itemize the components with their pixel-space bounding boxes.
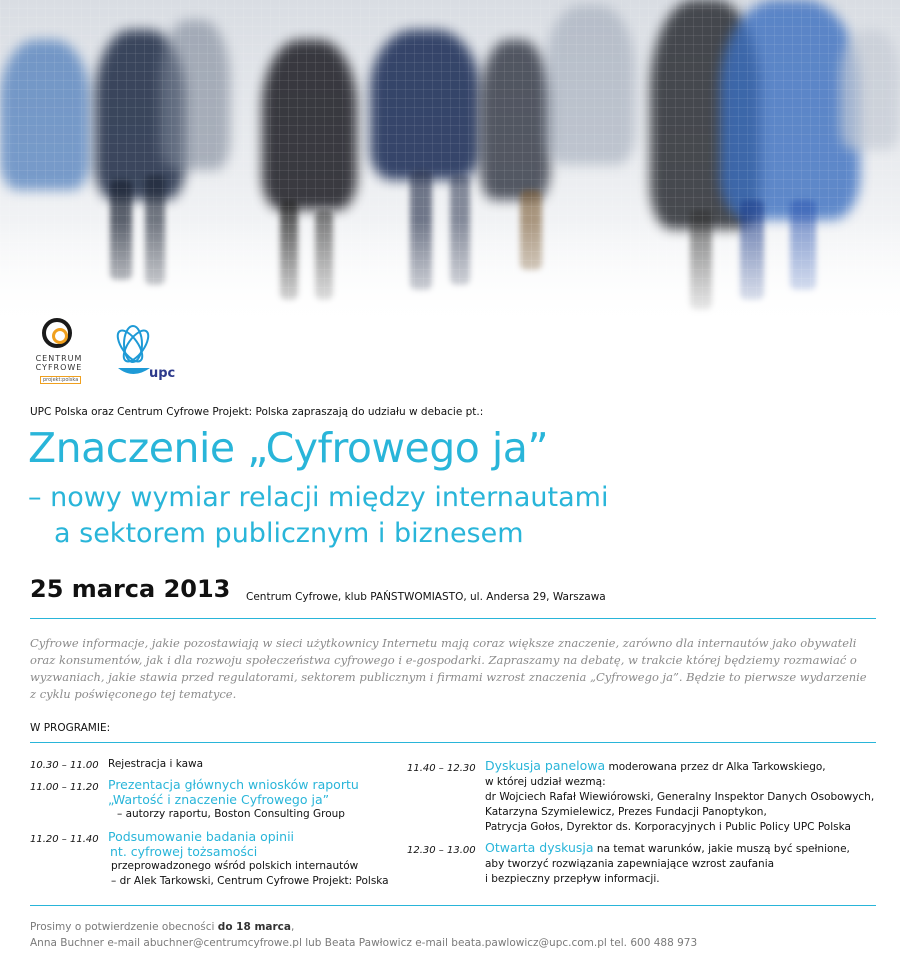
- program-item-detail: – dr Alek Tarkowski, Centrum Cyfrowe Projekt: Polska: [111, 875, 389, 887]
- program-item-detail: moderowana przez dr Alka Tarkowskiego,: [605, 761, 826, 773]
- divider: [30, 905, 876, 906]
- program-item-title: Rejestracja i kawa: [108, 758, 204, 770]
- program-heading: W PROGRAMIE:: [30, 722, 111, 734]
- program-item: [108, 777, 359, 822]
- program-item-detail: Katarzyna Szymielewicz, Prezes Fundacji Panoptykon,: [485, 806, 767, 818]
- invitation-intro: UPC Polska oraz Centrum Cyfrowe Projekt: Polska zapraszają do udziału w debacie pt.:: [30, 406, 484, 418]
- program-time: 12.30 – 13.00: [407, 845, 476, 856]
- program-item: [485, 758, 874, 835]
- page-title-line-1: Znaczenie „Cyfrowego ja”: [28, 424, 549, 472]
- page-title-line-2: – nowy wymiar relacji między internautami: [28, 482, 609, 513]
- program-item-detail: na temat warunków, jakie muszą być spełnione,: [593, 843, 850, 855]
- program-time: 10.30 – 11.00: [30, 760, 99, 771]
- program-item-detail: – autorzy raportu, Boston Consulting Group: [117, 808, 345, 820]
- program-time: 11.20 – 11.40: [30, 834, 99, 845]
- program-item-title: „Wartość i znaczenie Cyfrowego ja”: [108, 792, 330, 807]
- program-item-title: Prezentacja głównych wniosków raportu: [108, 777, 359, 792]
- program-item-detail: Patrycja Gołos, Dyrektor ds. Korporacyjnych i Public Policy UPC Polska: [485, 821, 851, 833]
- program-item: [108, 829, 389, 889]
- centrum-cyfrowe-logo: [30, 318, 90, 388]
- program-item-title: Otwarta dyskusja: [485, 840, 594, 855]
- program-item-title: Dyskusja panelowa: [485, 758, 606, 773]
- rsvp-text: ,: [290, 921, 295, 933]
- rsvp-text: Prosimy o potwierdzenie obecności: [30, 921, 218, 933]
- centrum-logo-text-1: CENTRUM: [35, 354, 83, 363]
- program-item-title: Podsumowanie badania opinii: [108, 829, 295, 844]
- centrum-cyfrowe-mark-icon: [42, 318, 72, 348]
- page-title-line-3: a sektorem publicznym i biznesem: [54, 518, 524, 549]
- program-item: [485, 840, 850, 887]
- event-date: 25 marca 2013: [30, 575, 231, 603]
- divider: [30, 742, 876, 743]
- rsvp-deadline: do 18 marca: [217, 921, 291, 933]
- event-venue: Centrum Cyfrowe, klub PAŃSTWOMIASTO, ul. Andersa 29, Warszawa: [246, 591, 606, 603]
- program-item-detail: i bezpieczny przepływ informacji.: [485, 873, 660, 885]
- program-item-detail: przeprowadzonego wśród polskich internautów: [111, 860, 359, 872]
- program-time: 11.00 – 11.20: [30, 782, 99, 793]
- event-description: Cyfrowe informacje, jakie pozostawiają w sieci użytkownicy Internetu mają coraz większe znaczenie, zarówno dla internautów jako obywateli oraz konsumentów, jak i dla rozwoju społeczeństwa cyfrowego i e-gospodarki. Zapraszamy na debatę, w trakcie której będziemy rozmawiać o wyzwaniach, jakie stawia przed regulatorami, sektorem publicznym i firmami wzrost znaczenia „Cyfrowego ja”. Będzie to pierwsze wydarzenie z cyklu poświęconego tej tematyce.: [30, 636, 867, 701]
- rsvp-footer: [30, 919, 697, 951]
- hero-photo: [0, 0, 900, 330]
- rsvp-contacts: Anna Buchner e-mail abuchner@centrumcyfrowe.pl lub Beata Pawłowicz e-mail beata.pawlowicz@upc.com.pl tel. 600 488 973: [30, 937, 698, 949]
- program-item-title: nt. cyfrowej tożsamości: [110, 844, 258, 859]
- divider: [30, 618, 876, 619]
- program-item-detail: w której udział wezmą:: [485, 776, 606, 788]
- upc-logo-text: upc: [149, 366, 176, 381]
- program-time: 11.40 – 12.30: [407, 763, 476, 774]
- program-item-detail: dr Wojciech Rafał Wiewiórowski, Generalny Inspektor Danych Osobowych,: [485, 791, 875, 803]
- centrum-logo-tag: projekt:polska: [40, 376, 81, 384]
- centrum-logo-text-2: CYFROWE: [35, 363, 83, 372]
- program-item-detail: aby tworzyć rozwiązania zapewniające wzrost zaufania: [485, 858, 775, 870]
